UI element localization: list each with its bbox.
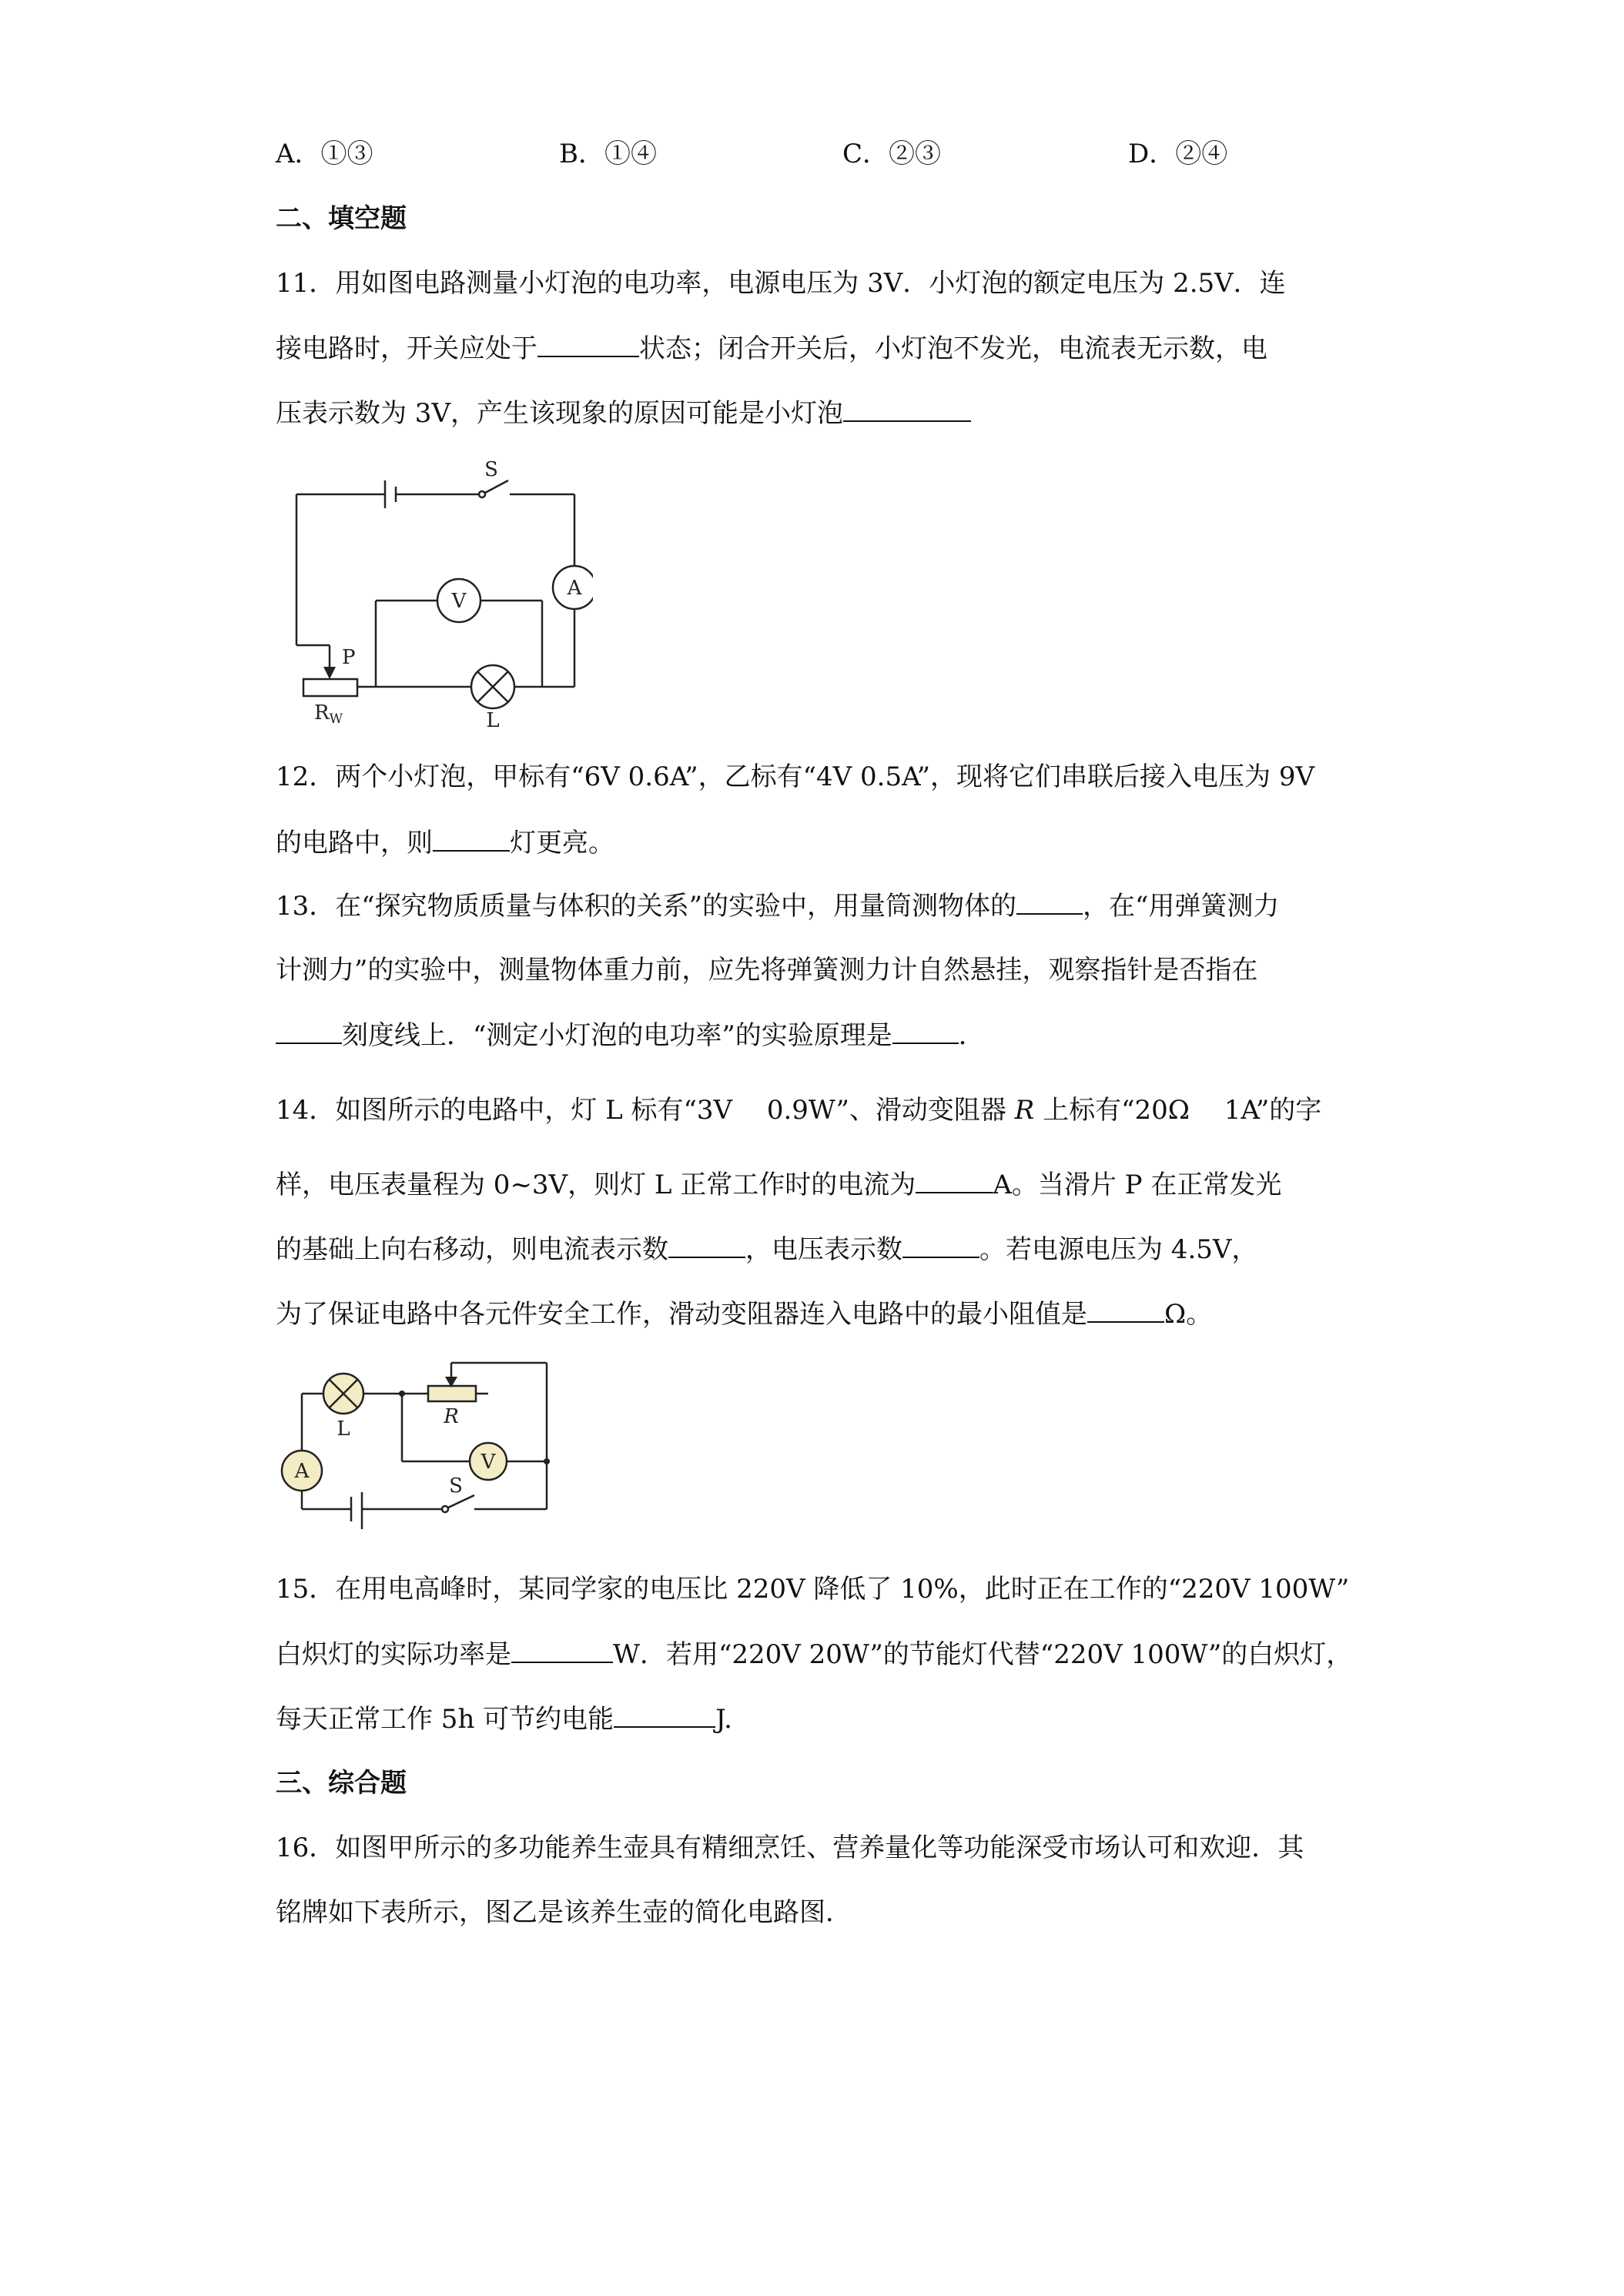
q12-blank-1[interactable] (433, 824, 510, 852)
q11-blank-1[interactable] (537, 330, 639, 357)
q14-blank-2[interactable] (668, 1230, 745, 1258)
switch-lever (485, 480, 508, 493)
option-d: D．②④ (1128, 139, 1228, 169)
q14-circuit-diagram (277, 1355, 562, 1540)
label-p: P (342, 646, 356, 669)
q13-blank-3[interactable] (892, 1016, 959, 1044)
q12-line-1: 12．两个小灯泡，甲标有“6V 0.6A”，乙标有“4V 0.5A”，现将它们串联后接入电压为 9V (276, 761, 1315, 792)
label-v: V (481, 1451, 496, 1474)
q14-blank-3[interactable] (902, 1230, 979, 1258)
rheostat-icon (303, 679, 357, 696)
option-c: C．②③ (842, 139, 942, 169)
q16-line-2: 铭牌如下表所示，图乙是该养生壶的简化电路图． (276, 1897, 852, 1928)
q15-line-2: 白炽灯的实际功率是 W．若用“220V 20W”的节能灯代替“220V 100W”的白炽灯， (276, 1635, 1352, 1673)
q13-blank-1[interactable] (1016, 887, 1083, 915)
label-l: L (486, 709, 500, 731)
q13-line-1: 13．在“探究物质质量与体积的关系”的实验中，用量筒测物体的 ，在“用弹簧测力 (276, 887, 1279, 925)
q15-line-3: 每天正常工作 5h 可节约电能 J. (276, 1700, 732, 1738)
q14-line-4: 为了保证电路中各元件安全工作，滑动变阻器连入电路中的最小阻值是 Ω。 (276, 1295, 1212, 1333)
q13-blank-2[interactable] (276, 1016, 342, 1044)
switch-contact-icon (479, 491, 485, 497)
label-v: V (451, 590, 467, 613)
q11-line-2: 接电路时，开关应处于 状态；闭合开关后，小灯泡不发光，电流表无示数，电 (276, 330, 1267, 367)
section-heading-fill-in: 二、填空题 (276, 203, 407, 234)
junction-dot (544, 1458, 550, 1464)
q15-blank-1[interactable] (511, 1635, 613, 1663)
label-a: A (294, 1460, 310, 1483)
label-rw: RW (314, 701, 343, 727)
q11-circuit-diagram (285, 454, 593, 731)
q11-line-1: 11．用如图电路测量小灯泡的电功率，电源电压为 3V．小灯泡的额定电压为 2.5V．连 (276, 268, 1286, 299)
q13-line-2: 计测力”的实验中，测量物体重力前，应先将弹簧测力计自然悬挂，观察指针是否指在 (276, 955, 1258, 986)
label-l: L (337, 1417, 350, 1441)
slider-arrow-icon (323, 667, 336, 679)
q16-line-1: 16．如图甲所示的多功能养生壶具有精细烹饪、营养量化等功能深受市场认可和欢迎．其 (276, 1832, 1304, 1863)
q15-line-1: 15．在用电高峰时，某同学家的电压比 220V 降低了 10%，此时正在工作的“220V 100W” (276, 1574, 1350, 1605)
option-b: B．①④ (559, 139, 657, 169)
label-r: R (444, 1405, 459, 1428)
section-heading-comprehensive: 三、综合题 (276, 1768, 407, 1799)
label-a: A (567, 577, 582, 600)
q14-line-3: 的基础上向右移动，则电流表示数 ，电压表示数 。若电源电压为 4.5V， (276, 1230, 1257, 1268)
label-s: S (484, 458, 498, 481)
q12-line-2: 的电路中，则 灯更亮。 (276, 824, 614, 862)
q11-line-3: 压表示数为 3V，产生该现象的原因可能是小灯泡 (276, 394, 971, 432)
rheostat-icon (428, 1386, 476, 1401)
option-a: A．①③ (276, 139, 373, 169)
q14-line-2: 样，电压表量程为 0~3V，则灯 L 正常工作时的电流为 A。当滑片 P 在正常发光 (276, 1166, 1281, 1203)
label-s: S (449, 1474, 463, 1498)
junction-dot (399, 1391, 405, 1397)
q11-blank-2[interactable] (843, 394, 971, 422)
q15-blank-2[interactable] (614, 1700, 715, 1728)
q14-blank-4[interactable] (1087, 1295, 1164, 1323)
q13-line-3: 刻度线上．“测定小灯泡的电功率”的实验原理是 ． (276, 1016, 985, 1054)
q14-blank-1[interactable] (916, 1166, 993, 1193)
q14-line-1: 14．如图所示的电路中，灯 L 标有“3V 0.9W”、滑动变阻器 R 上标有“20Ω 1A”的字 (276, 1095, 1322, 1126)
switch-contact-icon (442, 1506, 448, 1512)
